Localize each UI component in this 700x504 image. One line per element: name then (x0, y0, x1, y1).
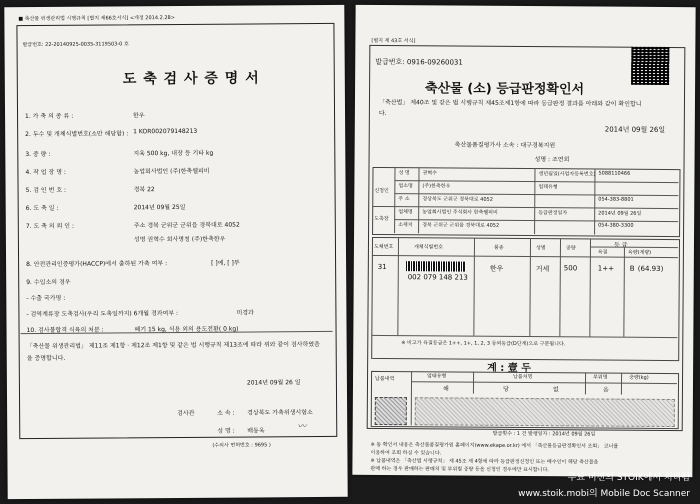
sales-header-cell: 중량(kg) (629, 374, 649, 381)
doc-number: 발급번호: 0916-09260031 (375, 57, 463, 67)
table-header-cell: 중량 (565, 245, 576, 252)
table-cell-breed: 한우 (489, 264, 504, 273)
inspector-label: 검사관 (177, 409, 195, 417)
scanner-watermark-line1: 무료 버전의 STOIK에서 처리됨 (567, 473, 690, 483)
field-label: - 검역계류장 도축검사(우리 도축일까지) 6개월 경과여부 : (26, 309, 179, 319)
doc-number: 발급번호: 22-20140925-0035-3119503-0 호 (22, 41, 129, 49)
vet-license: (수의사 면허번호 : 9695 ) (212, 442, 271, 449)
table-cell-yield: B (629, 264, 635, 273)
field-value: 농업회사법인 (주)한축웰피비 (133, 167, 210, 176)
qr-code-icon (631, 47, 669, 85)
statement-text: 「축산법」 제40조 및 같은 법 시행규칙 제45조제1항에 따라 등급판정 결과를 아래와 같이 확인합니다. (378, 98, 642, 118)
table-header-cell: 개체식별번호 (413, 244, 443, 251)
grade-note: ※ 비고가 육질등급은 1++, 1+, 1, 2, 3 등외등급(D단계)으로 구분됩니다. (401, 340, 566, 348)
page-title: 축산물 (소) 등급판정확인서 (425, 81, 585, 98)
info-key: 성 명 (398, 170, 410, 177)
field-label: - 수출 국가명 : (26, 294, 66, 303)
info-value2: 2014년 09월 26일 (598, 210, 642, 217)
inspection-certificate-page (4, 5, 347, 499)
info-value: 경상북도 군위군 경북대로 4052 (422, 196, 493, 203)
field-value: 1 KOR002079148213 (133, 127, 198, 136)
field-value: 한우 (133, 112, 145, 120)
info-value2: 5088110466 (598, 170, 631, 177)
info-value2: 054-380-3300 (598, 222, 634, 229)
confirm-date: 2014년 09월 26일 (604, 125, 666, 134)
field-label: 3. 중 량 : (25, 150, 51, 159)
sales-header-cell: 업태유형 (427, 373, 447, 380)
table-cell-quality: 1++ (597, 264, 615, 273)
table-header-cell: 성별 (535, 245, 546, 252)
sales-cell: 해 (442, 385, 449, 393)
note-line: 이용하여 조회 하실 수 있습니다. (370, 449, 442, 457)
issue-footer: 발급횟수 : 1 건 발행일자 : 2014년 09월 26일 (492, 430, 596, 438)
stamp-pattern-icon (415, 397, 675, 427)
table-cell-sex: 거세 (535, 265, 550, 274)
info-key: 업체명 (398, 209, 413, 216)
field-label: 10. 검사불합격 식육의 처분 : (26, 326, 104, 335)
sales-cell: 없 (552, 386, 559, 394)
applicant-label: 신청인 (374, 187, 389, 195)
official-seal-icon (375, 397, 407, 425)
sales-header-cell: 납품내역 (375, 375, 395, 383)
inspector-org: 경상북도 가축위생시험소 (247, 409, 313, 417)
table-cell-id: 002 079 148 213 (407, 273, 468, 282)
table-cell-yield-score: (64.93) (637, 264, 664, 273)
info-value: (주)한축한우 (422, 183, 451, 190)
sales-cell: 당 (502, 385, 509, 393)
table-cell-carcass: 31 (377, 262, 387, 272)
note-line: ※ 동 확인서 내용은 축산물품질평가원 홈페이지(www.ekape.or.kr) 에서 「축산물등급판정확인서 조회」 코너를 (370, 441, 619, 450)
total-count: 계 : 壹 두 (487, 362, 531, 375)
info-value: 경북 군위군 군위읍 경북대로 4052 (422, 222, 500, 229)
field-label: 9. 수입소의 경우 (26, 278, 71, 287)
signature-mark: 〰 (297, 422, 307, 433)
field-value: 2014년 09월 25일 (133, 203, 186, 212)
field-label: 6. 도 축 일 : (25, 204, 59, 213)
info-value: 농업회사법인 주식회사 한축웰피비 (422, 209, 498, 216)
field-value: 미경과 (236, 309, 254, 317)
info-value2: 054-383-8801 (598, 196, 634, 203)
field-value: 주소 경북 군위군 군위읍 경북대로 4052 (133, 221, 240, 230)
inspector-name-label: 성 명 : (217, 427, 235, 435)
issuer-name: 성명 : 조연희 (534, 156, 570, 164)
field-value: 성명 권혁수 회사명칭 (주)한축한우 (133, 235, 226, 244)
table-header-cell: 품종 (493, 244, 504, 251)
grade-confirmation-page (352, 5, 695, 477)
statement-text: 「축산물 위생관리법」 제11조 제1항 · 제12조 제1항 및 같은 법 시행규칙 제13조에 따라 위와 같이 검사하였음을 증명합니다. (26, 340, 320, 363)
note-line: 판매 하는 경우 판매하는 판매처 및 부위별 중량 등을 신청인 경우에만 표시합니다. (370, 465, 549, 474)
inspector-org-label: 소 속 : (217, 409, 235, 417)
page-title: 도 축 검 사 증 명 서 (122, 70, 260, 88)
table-header-cell: 육질 (597, 249, 608, 256)
field-label: 2. 두수 및 개체식별번호(소만 해당함) : (25, 130, 129, 139)
info-key2: 등급판정일자 (538, 210, 568, 217)
form-tag: [별지 제 43호 서식] (371, 37, 416, 45)
grade-header: 등 급 (613, 241, 628, 249)
sales-cell: 음 (602, 386, 609, 394)
info-value: 권혁수 (422, 170, 437, 177)
field-value: 지육 500 kg, 내장 등 기타 kg (133, 149, 214, 158)
barcode-icon (406, 261, 466, 271)
field-value: 폐기 15 kg, 식용 외의 용도전환( 0 kg) (134, 325, 239, 334)
info-key2: 업태유형 (538, 184, 558, 191)
field-label: 5. 검 인 번 호 : (25, 186, 67, 195)
info-key: 소재지 (398, 222, 413, 229)
note-line: ※ 납품내역은 「축산법 시행규칙」 제 45조 제 4항에 따라 등급판정신청인 또는 매수인이 해당 축산물을 (370, 457, 599, 466)
info-key2: 생년월일(사업자등록번호) (538, 171, 596, 178)
slaughter-label: 도축장 (374, 215, 389, 223)
sales-header-cell: 납품처명 (513, 373, 533, 381)
sales-header-cell: 부위명 (593, 374, 608, 381)
field-label: 1. 가 축 의 종 류 : (25, 112, 74, 121)
form-header: ■ 축산물 위생관리법 시행규칙 [별지 제66호서식] <개정 2014.2.28> (18, 15, 175, 23)
info-key: 주 소 (398, 196, 410, 203)
field-label: 8. 안전관리인증평가(HACCP)에서 출하된 가축 여부 : (26, 260, 168, 269)
info-key: 업소명 (398, 183, 413, 190)
table-header-cell: 도체번호 (373, 243, 394, 251)
inspector-name: 배동욱 (247, 427, 265, 435)
field-label: 4. 작 업 장 명 : (25, 168, 66, 177)
issuer-org: 축산물품질평가사 소속 : 대구경북지원 (454, 141, 556, 150)
field-value: 경북 22 (133, 186, 155, 194)
field-value: [ ]예, [ ]부 (211, 259, 240, 267)
field-label: 7. 도 축 의 뢰 인 : (25, 222, 75, 231)
scanner-watermark-line2: www.stoik.mobi의 Mobile Doc Scanner (518, 489, 690, 499)
table-header-cell: 육량(계량) (627, 249, 652, 256)
issue-date: 2014년 09월 26 일 (246, 379, 301, 387)
table-cell-weight: 500 (563, 264, 578, 273)
